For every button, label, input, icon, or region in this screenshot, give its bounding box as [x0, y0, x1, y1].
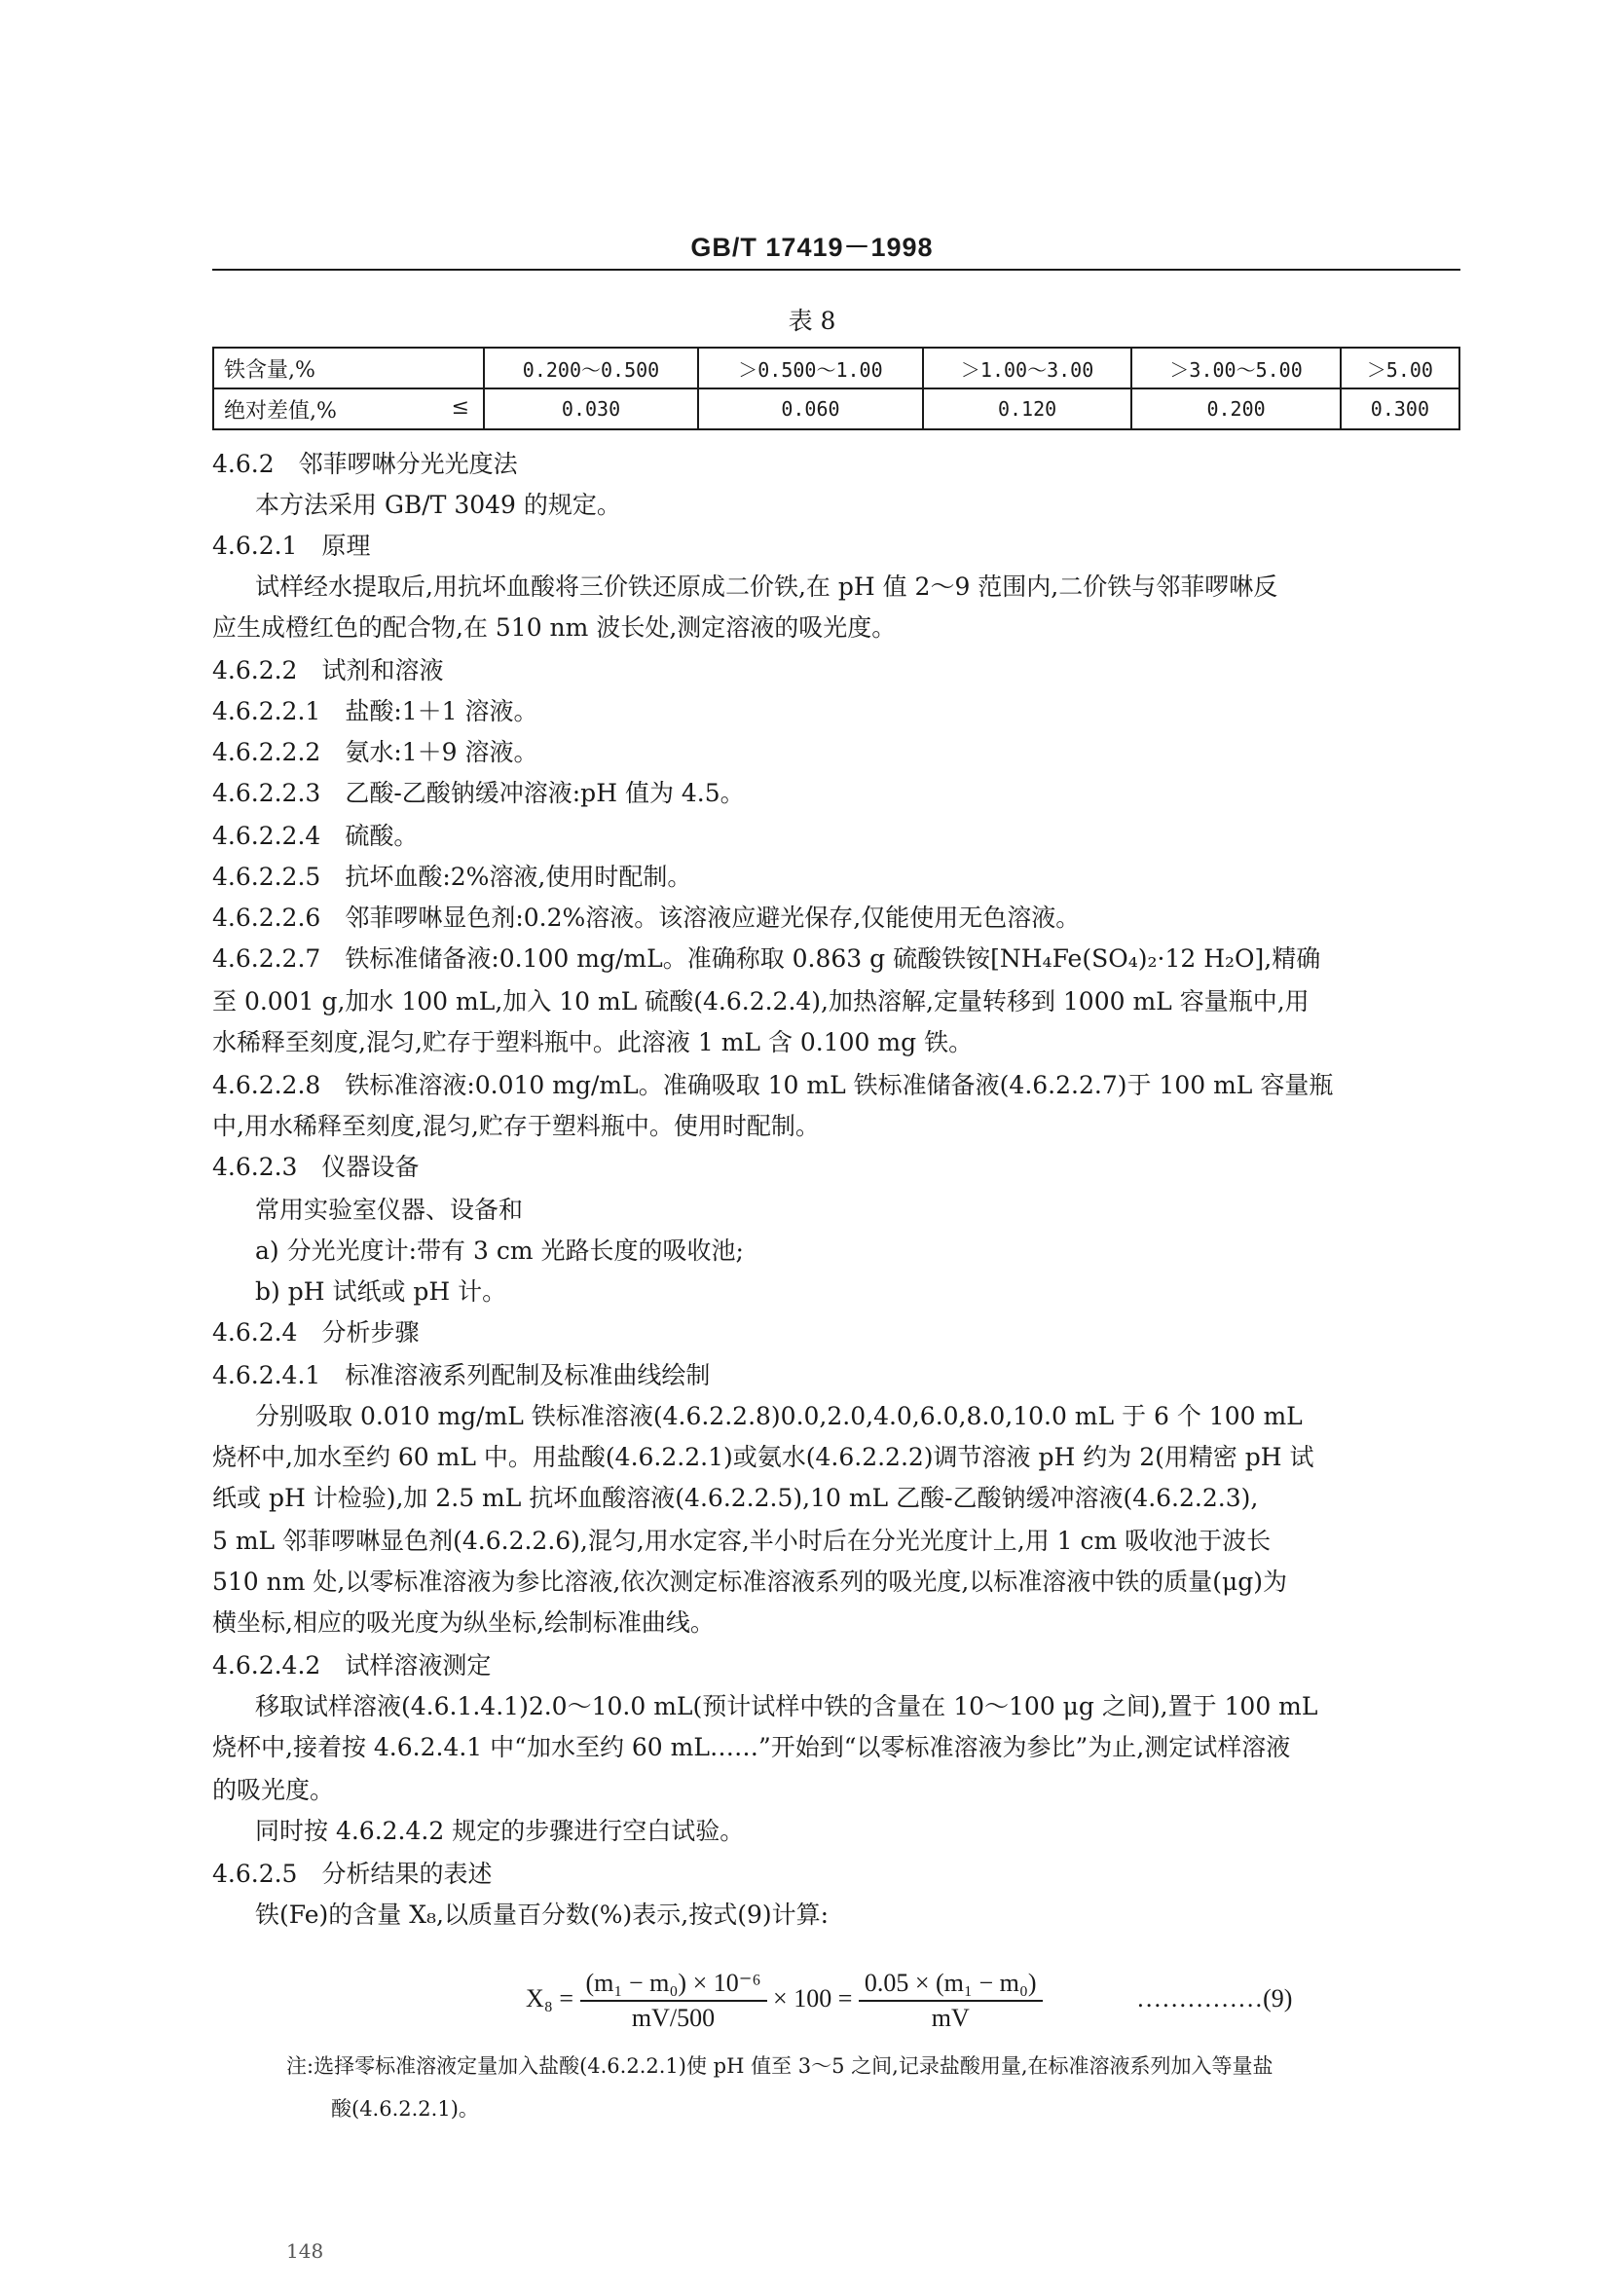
paragraph-line: 同时按 4.6.2.4.2 规定的步骤进行空白试验。 [255, 1817, 745, 1845]
paragraph-line: 试样经水提取后,用抗坏血酸将三价铁还原成二价铁,在 pH 值 2～9 范围内,二价铁与邻菲啰啉反 [255, 572, 1278, 601]
section-heading: 4.6.2.2.4 硫酸。 [212, 822, 419, 850]
section-heading: 4.6.2.2.1 盐酸:1＋1 溶液。 [212, 697, 538, 725]
paragraph-line: 应生成橙红色的配合物,在 510 nm 波长处,测定溶液的吸光度。 [212, 613, 897, 642]
equation-number: ……………(9) [1136, 1983, 1293, 2012]
paragraph-line: 中,用水稀释至刻度,混匀,贮存于塑料瓶中。使用时配制。 [212, 1112, 820, 1140]
section-heading: 4.6.2.2.7 铁标准储备液:0.100 mg/mL。准确称取 0.863 g 硫酸铁铵[NH₄Fe(SO₄)₂·12 H₂O],精确 [212, 944, 1321, 973]
numerator-1: (m₁ − m₀) × 10⁻⁶ [580, 1969, 767, 2002]
row-label-iron-content: 铁含量,% [213, 348, 484, 388]
section-heading: 4.6.2.2.3 乙酸-乙酸钠缓冲溶液:pH 值为 4.5。 [212, 779, 745, 807]
section-heading: 4.6.2.2 试剂和溶液 [212, 656, 444, 684]
row-label-absolute-difference [213, 388, 484, 429]
denominator-2: mV [931, 2004, 970, 2032]
paragraph-line: 移取试样溶液(4.6.1.4.1)2.0～10.0 mL(预计试样中铁的含量在 10～100 μg 之间),置于 100 mL [255, 1692, 1318, 1720]
formula-9 [526, 1969, 1292, 2033]
section-heading: 4.6.2.5 分析结果的表述 [212, 1860, 493, 1888]
paragraph-line: 的吸光度。 [212, 1776, 335, 1804]
paragraph-line: b) pH 试纸或 pH 计。 [255, 1277, 507, 1306]
paragraph-line: 横坐标,相应的吸光度为纵坐标,绘制标准曲线。 [212, 1608, 715, 1637]
paragraph-line: 铁(Fe)的含量 X₈,以质量百分数(%)表示,按式(9)计算: [255, 1901, 830, 1929]
table-cell: 0.120 [923, 388, 1131, 429]
paragraph-line: 510 nm 处,以零标准溶液为参比溶液,依次测定标准溶液系列的吸光度,以标准溶液中铁的质量(μg)为 [212, 1568, 1288, 1596]
section-heading: 4.6.2.2.5 抗坏血酸:2%溶液,使用时配制。 [212, 863, 692, 891]
paragraph-line: 烧杯中,接着按 4.6.2.4.1 中“加水至约 60 mL……”开始到“以零标准溶液为参比”为止,测定试样溶液 [212, 1733, 1291, 1761]
header-rule [212, 269, 1460, 271]
standard-number-header: GB/T 17419－1998 [690, 233, 934, 262]
paragraph-line: 分别吸取 0.010 mg/mL 铁标准溶液(4.6.2.2.8)0.0,2.0,4.0,6.0,8.0,10.0 mL 于 6 个 100 mL [255, 1402, 1303, 1430]
section-heading: 4.6.2.1 原理 [212, 532, 371, 560]
paragraph-line: 本方法采用 GB/T 3049 的规定。 [255, 491, 621, 519]
formula-mid: × 100 = [773, 1983, 853, 2012]
section-heading: 4.6.2.4 分析步骤 [212, 1318, 420, 1347]
table-cell: ＞1.00～3.00 [923, 348, 1131, 388]
section-heading: 4.6.2.2.2 氨水:1＋9 溶液。 [212, 738, 538, 766]
table-cell: ＞5.00 [1341, 348, 1459, 388]
fraction-2 [859, 1969, 1043, 2033]
section-heading: 4.6.2 邻菲啰啉分光光度法 [212, 450, 518, 478]
table-cell: ＞0.500～1.00 [698, 348, 923, 388]
table-row [213, 348, 1459, 388]
table-cell: 0.030 [484, 388, 698, 429]
table-row [213, 388, 1459, 429]
paragraph-line: 烧杯中,加水至约 60 mL 中。用盐酸(4.6.2.2.1)或氨水(4.6.2.2.2)调节溶液 pH 约为 2(用精密 pH 试 [212, 1443, 1314, 1471]
section-heading: 4.6.2.2.6 邻菲啰啉显色剂:0.2%溶液。该溶液应避光保存,仅能使用无色溶液。 [212, 904, 1081, 932]
section-heading: 4.6.2.4.1 标准溶液系列配制及标准曲线绘制 [212, 1361, 711, 1389]
denominator-1: mV/500 [631, 2004, 716, 2032]
table-caption: 表 8 [788, 307, 836, 335]
formula-lhs: X₈ = [526, 1983, 574, 2012]
table-cell: 0.300 [1341, 388, 1459, 429]
paragraph-line: 至 0.001 g,加水 100 mL,加入 10 mL 硫酸(4.6.2.2.4),加热溶解,定量转移到 1000 mL 容量瓶中,用 [212, 987, 1310, 1015]
fraction-1 [580, 1969, 767, 2033]
leq-sign: ≤ [451, 395, 469, 420]
table-cell: 0.200 [1131, 388, 1340, 429]
section-heading: 4.6.2.4.2 试样溶液测定 [212, 1651, 492, 1680]
section-heading: 4.6.2.2.8 铁标准溶液:0.010 mg/mL。准确吸取 10 mL 铁标准储备液(4.6.2.2.7)于 100 mL 容量瓶 [212, 1071, 1334, 1099]
note-line: 注:选择零标准溶液定量加入盐酸(4.6.2.2.1)使 pH 值至 3～5 之间,记录盐酸用量,在标准溶液系列加入等量盐 [286, 2054, 1273, 2078]
paragraph-line: 水稀释至刻度,混匀,贮存于塑料瓶中。此溶液 1 mL 含 0.100 mg 铁。 [212, 1028, 974, 1056]
numerator-2: 0.05 × (m₁ − m₀) [859, 1969, 1043, 2002]
page-number: 148 [286, 2239, 324, 2263]
table-cell: 0.200～0.500 [484, 348, 698, 388]
table-cell: 0.060 [698, 388, 923, 429]
note-line: 酸(4.6.2.2.1)。 [331, 2097, 479, 2121]
paragraph-line: 纸或 pH 计检验),加 2.5 mL 抗坏血酸溶液(4.6.2.2.5),10 mL 乙酸-乙酸钠缓冲溶液(4.6.2.2.3), [212, 1484, 1259, 1512]
paragraph-line: 5 mL 邻菲啰啉显色剂(4.6.2.2.6),混匀,用水定容,半小时后在分光光度计上,用 1 cm 吸收池于波长 [212, 1527, 1272, 1555]
paragraph-line: 常用实验室仪器、设备和 [255, 1196, 524, 1224]
section-heading: 4.6.2.3 仪器设备 [212, 1153, 420, 1181]
table-cell: ＞3.00～5.00 [1131, 348, 1340, 388]
table-8 [212, 347, 1460, 430]
paragraph-line: a) 分光光度计:带有 3 cm 光路长度的吸收池; [255, 1237, 744, 1265]
row-label-text: 绝对差值,% [224, 398, 337, 424]
